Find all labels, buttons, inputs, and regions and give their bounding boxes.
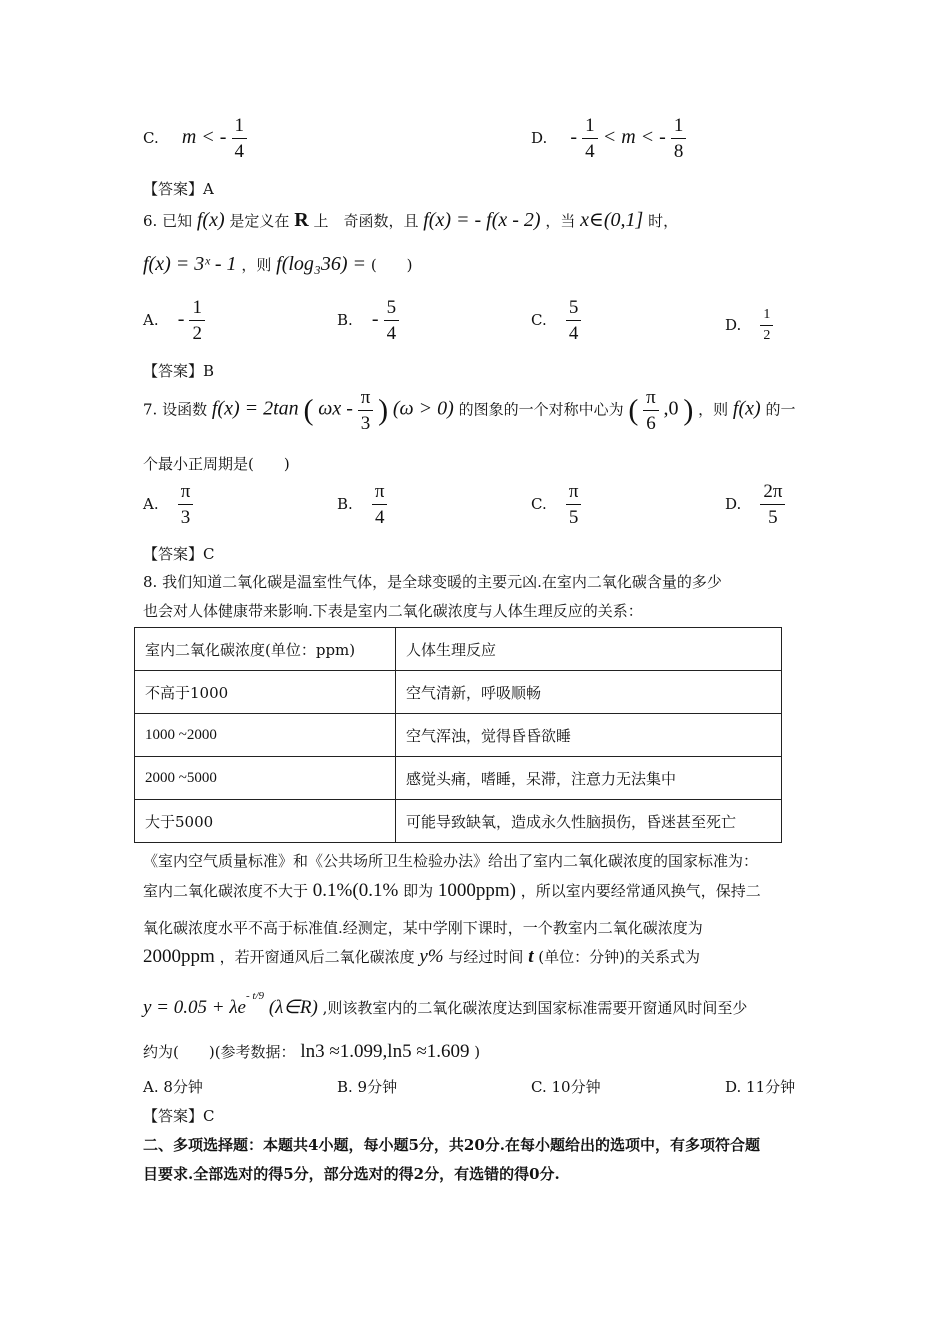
q6-option-c [531, 298, 581, 343]
q6-option-b-fraction [384, 298, 400, 343]
q7-line1-d: 的一 [765, 400, 796, 419]
q7-inner-fraction [358, 388, 374, 433]
table-header-row [135, 628, 782, 671]
q7-option-d-label: D. [725, 495, 742, 513]
q6-option-a-sign: - [177, 308, 185, 330]
q7-option-c-num: π [566, 482, 582, 505]
q5-option-d-frac2 [671, 116, 687, 161]
q7-option-a-den: 3 [180, 507, 191, 528]
q6-option-a-den: 2 [192, 323, 202, 344]
q7-line1-b: 的图象的一个对称中心为 [458, 400, 624, 419]
q6-option-a-num: 1 [189, 298, 205, 321]
q5-option-c-expr: m < - [181, 126, 227, 148]
table-cell-concentration: 2000 ~5000 [135, 757, 396, 800]
q6-option-c-num: 5 [566, 298, 582, 321]
q7-line1-c: ，则 [698, 400, 729, 419]
q8-p2-val2: 1000ppm) [437, 880, 516, 901]
q7-right-paren: ) [378, 393, 389, 427]
q6-option-d [725, 308, 773, 343]
q6-target-expr: f(log₃36) = [276, 253, 367, 275]
q7-option-c-fraction [566, 482, 582, 527]
q8-p6-a: 约为( )(参考数据： [143, 1043, 296, 1061]
q7-inner: ωx - [318, 397, 353, 420]
q7-point-fraction [643, 388, 659, 433]
q7-inner-three: 3 [360, 413, 371, 434]
q8-paragraph-6 [143, 1041, 480, 1063]
q7-option-a-label: A. [143, 495, 159, 513]
q8-line2: 也会对人体健康带来影响.下表是室内二氧化碳浓度与人体生理反应的关系： [143, 602, 643, 620]
q7-condition: (ω > 0) [392, 397, 454, 420]
q6-answer: 【答案】B [143, 362, 215, 380]
section2-line2: 目要求.全部选对的得5分，部分选对的得2分，有选错的得0分. [143, 1165, 560, 1183]
table-cell-reaction: 空气清新，呼吸顺畅 [396, 671, 782, 714]
q8-paragraph-4 [143, 946, 700, 968]
q6-line1-d: ，当 [545, 212, 576, 230]
q7-option-d-fraction [760, 482, 785, 527]
table-header-reaction: 人体生理反应 [396, 628, 782, 671]
q8-p4-val: 2000ppm [143, 946, 215, 967]
q8-option-c: C. 10分钟 [531, 1078, 601, 1096]
q7-option-d-num: 2π [760, 482, 785, 505]
q5-option-d-frac1 [582, 116, 598, 161]
q6-option-b-den: 4 [386, 323, 397, 344]
q6-line1-e: 时， [648, 212, 679, 230]
q6-line1-b: 是定义在 [229, 212, 290, 230]
q8-line1: 8. 我们知道二氧化碳是温室性气体，是全球变暖的主要元凶.在室内二氧化碳含量的多少 [143, 573, 722, 591]
q7-left-paren: ( [303, 393, 314, 427]
q7-option-c-label: C. [531, 495, 547, 513]
q7-inner-pi: π [358, 388, 374, 411]
q8-paragraph-2 [143, 880, 761, 902]
q6-option-b-sign: - [371, 308, 379, 330]
q8-p2-b: 即为 [403, 882, 434, 900]
q8-p2-a: 室内二氧化碳浓度不大于 [143, 882, 309, 900]
q6-option-d-num: 1 [760, 308, 773, 326]
q6-fx: f(x) [196, 209, 225, 231]
table-row [135, 714, 782, 757]
q5-option-d-num2: 1 [671, 116, 687, 139]
q6-option-b [337, 298, 399, 343]
q6-option-d-label: D. [725, 316, 742, 334]
q5-option-d-den1: 4 [585, 141, 595, 162]
q7-line1-a: 7. 设函数 [143, 400, 208, 419]
q8-p4-c: (单位：分钟)的关系式为 [538, 948, 700, 966]
table-cell-reaction: 可能导致缺氧，造成永久性脑损伤，昏迷甚至死亡 [396, 800, 782, 843]
q8-p4-b: 与经过时间 [448, 948, 524, 966]
q5-option-c [143, 116, 247, 161]
section2-line1: 二、多项选择题：本题共4小题，每小题5分，共20分.在每小题给出的选项中，有多项符合题 [143, 1136, 760, 1154]
q8-answer: 【答案】C [143, 1107, 215, 1125]
q8-p5-expr: y = 0.05 + λe [143, 997, 246, 1018]
q7-option-d-den: 5 [768, 507, 778, 528]
q6-option-a [143, 298, 205, 343]
q8-p6-b: ) [474, 1043, 481, 1061]
q7-option-b-fraction [372, 482, 388, 527]
q8-paragraph-3: 氧化碳浓度水平不高于标准值.经测定，某中学刚下课时，一个教室内二氧化碳浓度为 [143, 919, 703, 937]
q8-paragraph-5 [143, 990, 748, 1019]
q6-reals: R [294, 209, 309, 231]
q7-point-zero: ,0 [663, 397, 679, 420]
q5-option-c-num: 1 [232, 116, 248, 139]
q8-option-a: A. 8分钟 [143, 1078, 203, 1096]
q7-option-d [725, 482, 785, 527]
q6-fx-def: f(x) = 3ˣ - 1 [143, 253, 237, 275]
q8-p5-a: ,则该教室内的二氧化碳浓度达到国家标准需要开窗通风时间至少 [322, 999, 748, 1017]
q6-line1 [143, 207, 678, 232]
q7-point-six: 6 [646, 413, 656, 434]
q8-p5-cond: (λ∈R) [268, 997, 318, 1018]
table-row [135, 671, 782, 714]
q6-line1-a: 6. 已知 [143, 212, 193, 230]
q8-option-d: D. 11分钟 [725, 1078, 796, 1096]
q7-option-b [337, 482, 387, 527]
q7-option-a-num: π [178, 482, 194, 505]
table-cell-concentration: 不高于1000 [135, 671, 396, 714]
q7-line2: 个最小正周期是( ) [143, 455, 290, 473]
q8-paragraph-1: 《室内空气质量标准》和《公共场所卫生检验办法》给出了室内二氧化碳浓度的国家标准为： [143, 852, 759, 870]
table-cell-reaction: 空气浑浊，觉得昏昏欲睡 [396, 714, 782, 757]
q6-option-b-num: 5 [384, 298, 400, 321]
q5-option-d-mid: < m < - [602, 126, 666, 148]
q5-option-d [531, 116, 686, 161]
q5-option-c-fraction [232, 116, 248, 161]
q5-option-c-den: 4 [234, 141, 245, 162]
q7-point-right-paren: ) [683, 393, 694, 427]
q8-option-b: B. 9分钟 [337, 1078, 398, 1096]
q7-option-c [531, 482, 581, 527]
q7-point-left-paren: ( [628, 393, 639, 427]
q6-line2-b: ( ) [370, 256, 413, 274]
table-cell-concentration: 大于5000 [135, 800, 396, 843]
q8-p4-y: y% [419, 946, 444, 967]
q5-option-d-label: D. [531, 129, 548, 147]
q7-line1 [143, 388, 795, 433]
q5-option-c-label: C. [143, 129, 159, 147]
q6-equation: f(x) = - f(x - 2) [423, 209, 541, 231]
q6-option-c-fraction [566, 298, 582, 343]
table-cell-reaction: 感觉头痛，嗜睡，呆滞，注意力无法集中 [396, 757, 782, 800]
q5-answer: 【答案】A [143, 180, 214, 198]
q8-p2-val: 0.1%(0.1% [312, 880, 399, 901]
q7-option-c-den: 5 [568, 507, 579, 528]
q5-option-d-lead: - [570, 126, 578, 148]
q6-option-d-den: 2 [763, 328, 771, 343]
q5-option-d-num1: 1 [582, 116, 598, 139]
table-header-concentration: 室内二氧化碳浓度(单位：ppm) [135, 628, 396, 671]
q7-option-b-den: 4 [374, 507, 385, 528]
q7-expr: f(x) = 2tan [211, 397, 299, 420]
q6-option-b-label: B. [337, 311, 353, 329]
q8-p4-a: ，若开窗通风后二氧化碳浓度 [219, 948, 415, 966]
q7-option-b-label: B. [337, 495, 353, 513]
q7-option-b-num: π [372, 482, 388, 505]
q7-point-pi: π [643, 388, 659, 411]
q8-p2-c: ，所以室内要经常通风换气，保持二 [520, 882, 761, 900]
q7-fx: f(x) [732, 397, 761, 420]
q6-option-d-fraction [760, 308, 773, 343]
table-row [135, 800, 782, 843]
q6-option-c-den: 4 [568, 323, 579, 344]
table-row [135, 757, 782, 800]
q5-option-d-den2: 8 [673, 141, 684, 162]
co2-table [134, 627, 782, 843]
q7-answer: 【答案】C [143, 545, 215, 563]
q8-p4-t: t [528, 946, 534, 967]
q6-option-c-label: C. [531, 311, 547, 329]
q8-p6-ref: ln3 ≈1.099,ln5 ≈1.609 [300, 1041, 470, 1062]
q6-option-a-label: A. [143, 311, 159, 329]
q6-line2-a: ，则 [241, 256, 272, 274]
q6-line1-c: 上 奇函数，且 [313, 212, 419, 230]
q6-option-a-fraction [189, 298, 205, 343]
q6-line2 [143, 253, 413, 276]
table-cell-concentration: 1000 ~2000 [135, 714, 396, 757]
q7-option-a-fraction [178, 482, 194, 527]
q6-domain: x∈(0,1] [580, 209, 644, 231]
q7-option-a [143, 482, 193, 527]
q8-p5-exponent: - t/9 [246, 990, 265, 1002]
